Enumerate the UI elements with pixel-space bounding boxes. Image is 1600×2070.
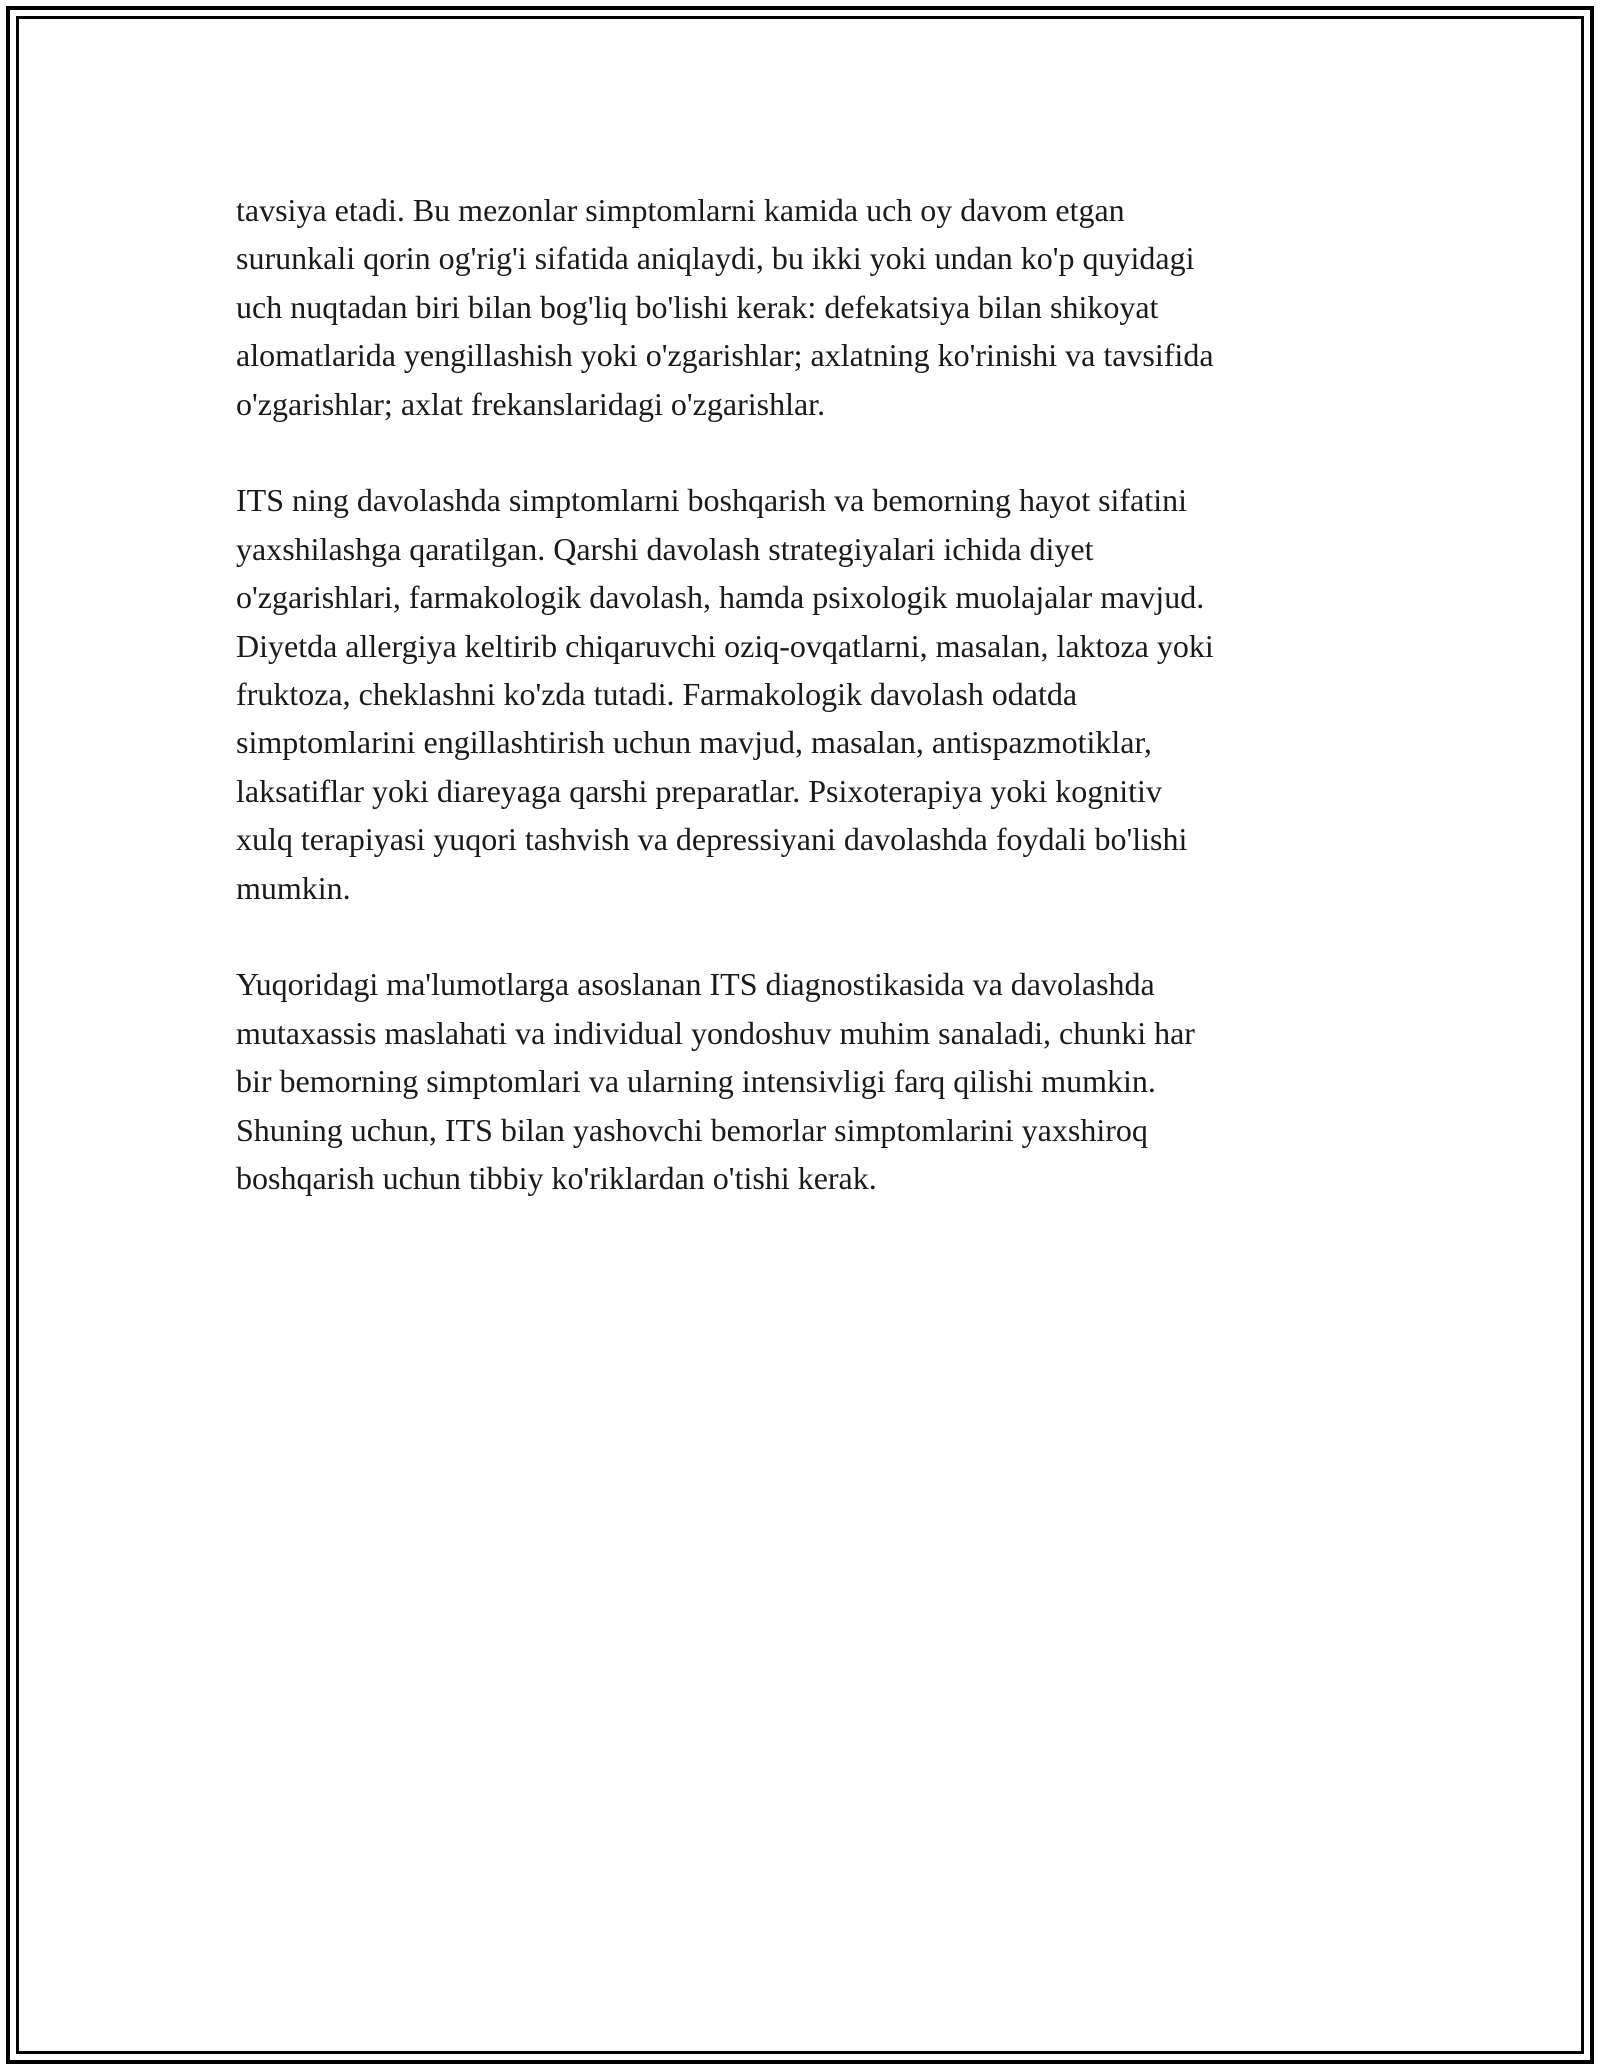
paragraph-conclusion: Yuqoridagi ma'lumotlarga asoslanan ITS diagnostikasida va davolashda mutaxassis maslahati va individual yondoshuv muhim sanaladi, chunki har bir bemorning simptomlari va ularning intensivligi farq qilishi mumkin. Shuning uchun, ITS bilan yashovchi bemorlar simptomlarini yaxshiroq boshqarish uchun tibbiy ko'riklardan o'tishi kerak. xyxy=(236,966,1195,1197)
paragraph-diagnostic-criteria: tavsiya etadi. Bu mezonlar simptomlarni kamida uch oy davom etgan surunkali qorin og'rig'i sifatida aniqlaydi, bu ikki yoki undan ko'p quyidagi uch nuqtadan biri bilan bog'liq bo'lishi kerak: defekatsiya bilan shikoyat alomatlarida yengillashish yoki o'zgarishlar; axlatning ko'rinishi va tavsifida o'zgarishlar; axlat frekanslaridagi o'zgarishlar. xyxy=(236,192,1214,422)
document-body xyxy=(236,186,1366,1251)
paragraph-treatment: ITS ning davolashda simptomlarni boshqarish va bemorning hayot sifatini yaxshilashga qaratilgan. Qarshi davolash strategiyalari ichida diyet o'zgarishlari, farmakologik davolash, hamda psixologik muolajalar mavjud. Diyetda allergiya keltirib chiqaruvchi oziq-ovqatlarni, masalan, laktoza yoki fruktoza, cheklashni ko'zda tutadi. Farmakologik davolash odatda simptomlarini engillashtirish uchun mavjud, masalan, antispazmotiklar, laksatiflar yoki diareyaga qarshi preparatlar. Psixoterapiya yoki kognitiv xulq terapiyasi yuqori tashvish va depressiyani davolashda foydali bo'lishi mumkin. xyxy=(236,482,1214,906)
